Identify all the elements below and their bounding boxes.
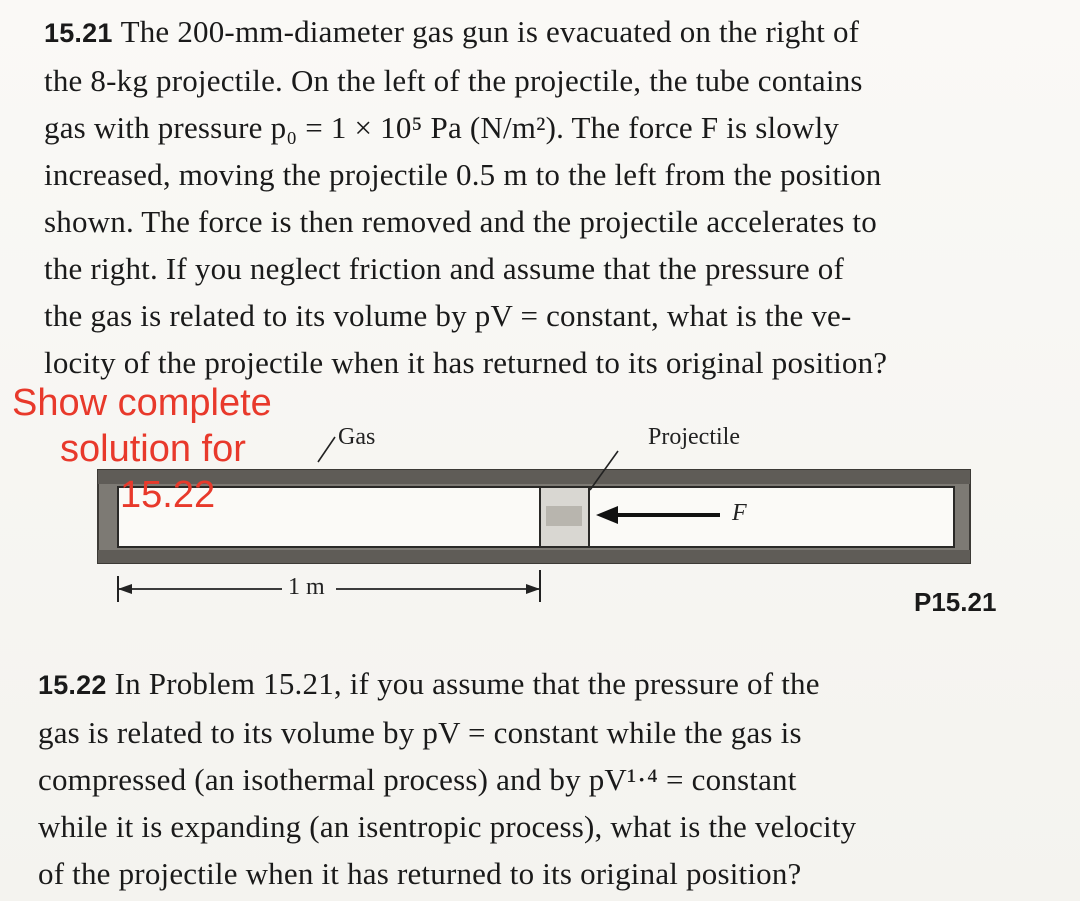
problem-line: gas is related to its volume by pV = constant while the gas is <box>38 715 802 750</box>
problem-line: the 8-kg projectile. On the left of the projectile, the tube contains <box>44 63 863 98</box>
problem-line: 15.21 The 200-mm-diameter gas gun is evacuated on the right of <box>44 14 860 49</box>
problem-15-22 <box>38 660 1038 897</box>
dimension-arrow-left <box>118 584 132 594</box>
dimension-label: 1 m <box>288 574 325 600</box>
force-label: F <box>732 500 747 526</box>
problem-line: compressed (an isothermal process) and by pV¹·⁴ = constant <box>38 762 797 797</box>
problem-line: increased, moving the projectile 0.5 m to the left from the position <box>44 157 882 192</box>
problem-line: the gas is related to its volume by pV = constant, what is the ve- <box>44 298 852 333</box>
problem-number: 15.21 <box>44 18 113 48</box>
problem-line: 15.22 In Problem 15.21, if you assume that the pressure of the <box>38 666 820 701</box>
note-line: 15.22 <box>120 474 216 516</box>
dimension-arrow-right <box>526 584 540 594</box>
problem-line: the right. If you neglect friction and assume that the pressure of <box>44 251 845 286</box>
gas-label: Gas <box>338 424 376 450</box>
problem-number: 15.22 <box>38 670 107 700</box>
handwritten-note <box>12 380 272 518</box>
tube-shading-bottom <box>98 550 970 563</box>
note-line: solution for <box>60 428 246 470</box>
projectile-label: Projectile <box>648 424 740 450</box>
figure-id: P15.21 <box>914 587 997 617</box>
gas-leader-line <box>318 437 335 462</box>
note-line: Show complete <box>12 382 272 424</box>
projectile-shading <box>546 506 582 526</box>
problem-line: shown. The force is then removed and the projectile accelerates to <box>44 204 877 239</box>
problem-line: locity of the projectile when it has returned to its original position? <box>44 345 888 380</box>
problem-line: gas with pressure p₀ = 1 × 10⁵ Pa (N/m²). The force F is slowly <box>44 110 840 145</box>
problem-line: while it is expanding (an isentropic process), what is the velocity <box>38 809 857 844</box>
problem-line: of the projectile when it has returned to its original position? <box>38 856 802 891</box>
